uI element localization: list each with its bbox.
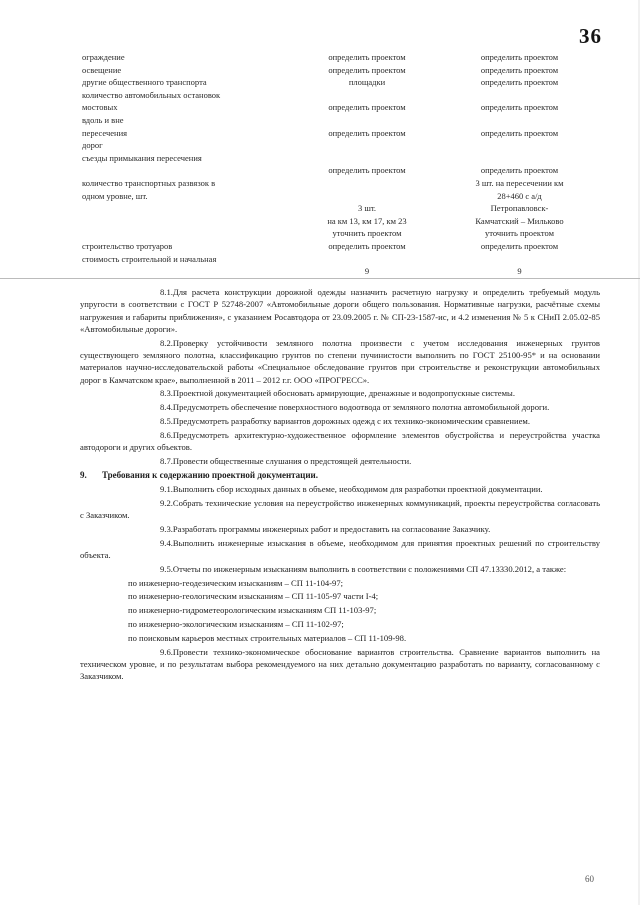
clause-paragraph bbox=[80, 537, 600, 562]
table-cell-parameter: вдоль и вне bbox=[82, 115, 124, 125]
list-item bbox=[80, 632, 600, 644]
clause-number: 9.5. bbox=[160, 563, 173, 574]
table-cell-stage1: на км 13, км 17, км 23 bbox=[327, 215, 407, 226]
clause-text: Для расчета конструкции дорожной одежды назначить расчетную нагрузку и определить требуемый модуль упругости в соответствии с ГОСТ Р 52748-2007 «Автомобильные дороги общего пользования. Нормативные нагрузки, расчётные схемы нагружения и габариты приближения», с указанием Росавтодора от 23.09.2005 г. № СП-23-1587-ис, и 4.2 изменения № 5 к СНиП 2.05.02-85 «Автомобильные дороги». bbox=[80, 287, 600, 334]
clause-text: Собрать технические условия на переустройство инженерных коммуникаций, проекты переустройства согласовать с Заказчиком. bbox=[80, 497, 600, 521]
table-cell-stage2: определить проектом bbox=[480, 241, 559, 251]
table-cell-stage2: определить проектом bbox=[480, 64, 559, 75]
table-cell-parameter: ограждение bbox=[82, 52, 125, 62]
clause-number: 9.2. bbox=[160, 497, 173, 508]
clause-text: Провести технико-экономическое обоснование вариантов строительства. Сравнение вариантов выполнить на техническом уровне, и по результатам выбора рекомендуемого на них детально документацию разработать по варианту, согласованному с Заказчиком. bbox=[80, 646, 600, 682]
table-divider bbox=[0, 278, 640, 279]
clause-text: по поисковым карьеров местных строительных материалов – СП 11-109-98. bbox=[128, 632, 407, 643]
requirements-text bbox=[80, 286, 600, 684]
table-cell-stage1: площадки bbox=[348, 77, 386, 88]
list-item bbox=[80, 604, 600, 616]
page-number: 36 bbox=[579, 24, 602, 48]
table-cell-stage1: определить проектом bbox=[328, 127, 406, 138]
clause-text: Предусмотреть разработку вариантов дорожных одежд с их технико-экономическим сравнением. bbox=[172, 415, 531, 426]
table-cell-stage2: 9 bbox=[517, 266, 522, 277]
list-item bbox=[80, 618, 600, 630]
clause-text: Разработать программы инженерных работ и предоставить на согласование Заказчику. bbox=[172, 523, 491, 534]
clause-text: Проверку устойчивости земляного полотна произвести с учетом исследования инженерных грунтов существующего земляного полотна, классификацию грунтов по степени пучинистости выполнить по ГОСТ 25100-95* и на основании материалов научно-исследовательской работы «Специальное обследование грунтов при строительстве и реконструкции автомобильных дорог в Камчатском крае», выполненной в 2011 – 2012 г.г. ООО «ПРОГРЕСС». bbox=[80, 337, 600, 385]
table-cell-stage2: определить проектом bbox=[480, 77, 559, 88]
clause-paragraph bbox=[80, 415, 600, 427]
clause-text: Выполнить сбор исходных данных в объеме, необходимом для разработки проектной документации. bbox=[172, 483, 543, 494]
clause-number: 8.7. bbox=[160, 455, 173, 466]
clause-paragraph bbox=[80, 387, 600, 399]
table-cell-stage1: 9 bbox=[364, 266, 370, 277]
table-cell-stage1: определить проектом bbox=[328, 64, 406, 75]
clause-paragraph bbox=[80, 646, 600, 683]
clause-text: Провести общественные слушания о предстоящей деятельности. bbox=[172, 455, 412, 466]
table-cell-parameter: стоимость строительной и начальная bbox=[82, 253, 217, 264]
table-cell-stage1: 3 шт. bbox=[357, 203, 377, 214]
clause-text: по инженерно-геодезическим изысканиям – СП 11-104-97; bbox=[128, 577, 344, 588]
table-cell-stage2: определить проектом bbox=[480, 165, 559, 176]
table-cell-parameter: другие общественного транспорта bbox=[82, 77, 207, 88]
clause-number: 8.3. bbox=[160, 388, 173, 399]
clause-number: 8.5. bbox=[160, 415, 173, 426]
table-cell-stage2: 3 шт. на пересечении км bbox=[475, 178, 564, 188]
table-cell-parameter: одном уровне, шт. bbox=[82, 190, 148, 201]
table-cell-parameter: дорог bbox=[82, 140, 103, 151]
clause-number: 9.1. bbox=[160, 483, 173, 494]
table-cell-parameter: количество транспортных развязок в bbox=[82, 178, 216, 188]
requirements-table bbox=[82, 52, 602, 280]
clause-text: Предусмотреть архитектурно-художественное оформление элементов обустройства и переустройства участка автодороги и других объектов. bbox=[80, 429, 600, 453]
table-cell-stage2: уточнить проектом bbox=[485, 228, 554, 239]
clause-paragraph bbox=[80, 286, 600, 335]
table-cell-parameter: строительство тротуаров bbox=[82, 241, 173, 251]
clause-text: по инженерно-экологическим изысканиям – СП 11-102-97; bbox=[128, 618, 344, 629]
table-cell-stage2: Камчатский – Мильково bbox=[475, 215, 564, 226]
clause-number: 9. bbox=[80, 469, 87, 480]
clause-number: 9.6. bbox=[160, 646, 173, 657]
clause-paragraph bbox=[80, 429, 600, 454]
clause-text: Предусмотреть обеспечение поверхностного водоотвода от земляного полотна автомобильной дороги. bbox=[172, 402, 550, 413]
clause-paragraph bbox=[80, 455, 600, 467]
clause-text: Требования к содержанию проектной документации. bbox=[102, 469, 318, 480]
table-cell-stage1: определить проектом bbox=[328, 165, 406, 176]
table-cell-stage2: Петропавловск- bbox=[490, 203, 549, 214]
table-cell-stage2: определить проектом bbox=[480, 127, 559, 138]
table-cell-stage2: 28+460 с а/д bbox=[497, 190, 542, 201]
clause-text: Отчеты по инженерным изысканиям выполнить в соответствии с положениями СП 47.13330.2012, а также: bbox=[172, 563, 567, 574]
clause-text: Выполнить инженерные изыскания в объеме, необходимом для принятия проектных решений по строительству объекта. bbox=[80, 537, 600, 560]
clause-paragraph bbox=[80, 497, 600, 522]
clause-paragraph bbox=[80, 563, 600, 575]
list-item bbox=[80, 577, 600, 589]
table-cell-stage2: определить проектом bbox=[480, 52, 559, 62]
table-cell-stage1: определить проектом bbox=[328, 241, 406, 251]
table-cell-stage2: определить проектом bbox=[480, 102, 559, 113]
footer-page-number: 60 bbox=[585, 874, 594, 884]
clause-paragraph bbox=[80, 337, 600, 386]
table-cell-stage1: определить проектом bbox=[328, 52, 406, 62]
clause-text: по инженерно-геологическим изысканиям – СП 11-105-97 части I-4; bbox=[128, 591, 379, 602]
list-item bbox=[80, 590, 600, 602]
table-cell-parameter: пересечения bbox=[82, 127, 128, 138]
table-cell-parameter: съезды примыкания пересечения bbox=[82, 152, 202, 163]
table-cell-stage1: определить проектом bbox=[328, 102, 406, 113]
clause-number: 8.2. bbox=[160, 337, 173, 348]
clause-paragraph bbox=[80, 401, 600, 413]
clause-text: по инженерно-гидрометеорологическим изысканиям СП 11-103-97; bbox=[128, 605, 377, 616]
clause-number: 8.1. bbox=[160, 287, 173, 297]
clause-number: 9.3. bbox=[160, 523, 173, 534]
clause-text: Проектной документацией обосновать армирующие, дренажные и водопропускные системы. bbox=[172, 388, 515, 399]
clause-number: 8.6. bbox=[160, 429, 173, 440]
table-cell-parameter: количество автомобильных остановок bbox=[82, 89, 221, 100]
clause-paragraph bbox=[80, 523, 600, 535]
table-cell-parameter: освещение bbox=[82, 64, 122, 75]
clause-number: 9.4. bbox=[160, 537, 173, 548]
clause-number: 8.4. bbox=[160, 402, 173, 413]
section-heading bbox=[80, 469, 600, 481]
clause-paragraph bbox=[80, 483, 600, 495]
table-cell-parameter: мостовых bbox=[82, 102, 118, 113]
table-cell-stage1: уточнить проектом bbox=[332, 228, 402, 239]
